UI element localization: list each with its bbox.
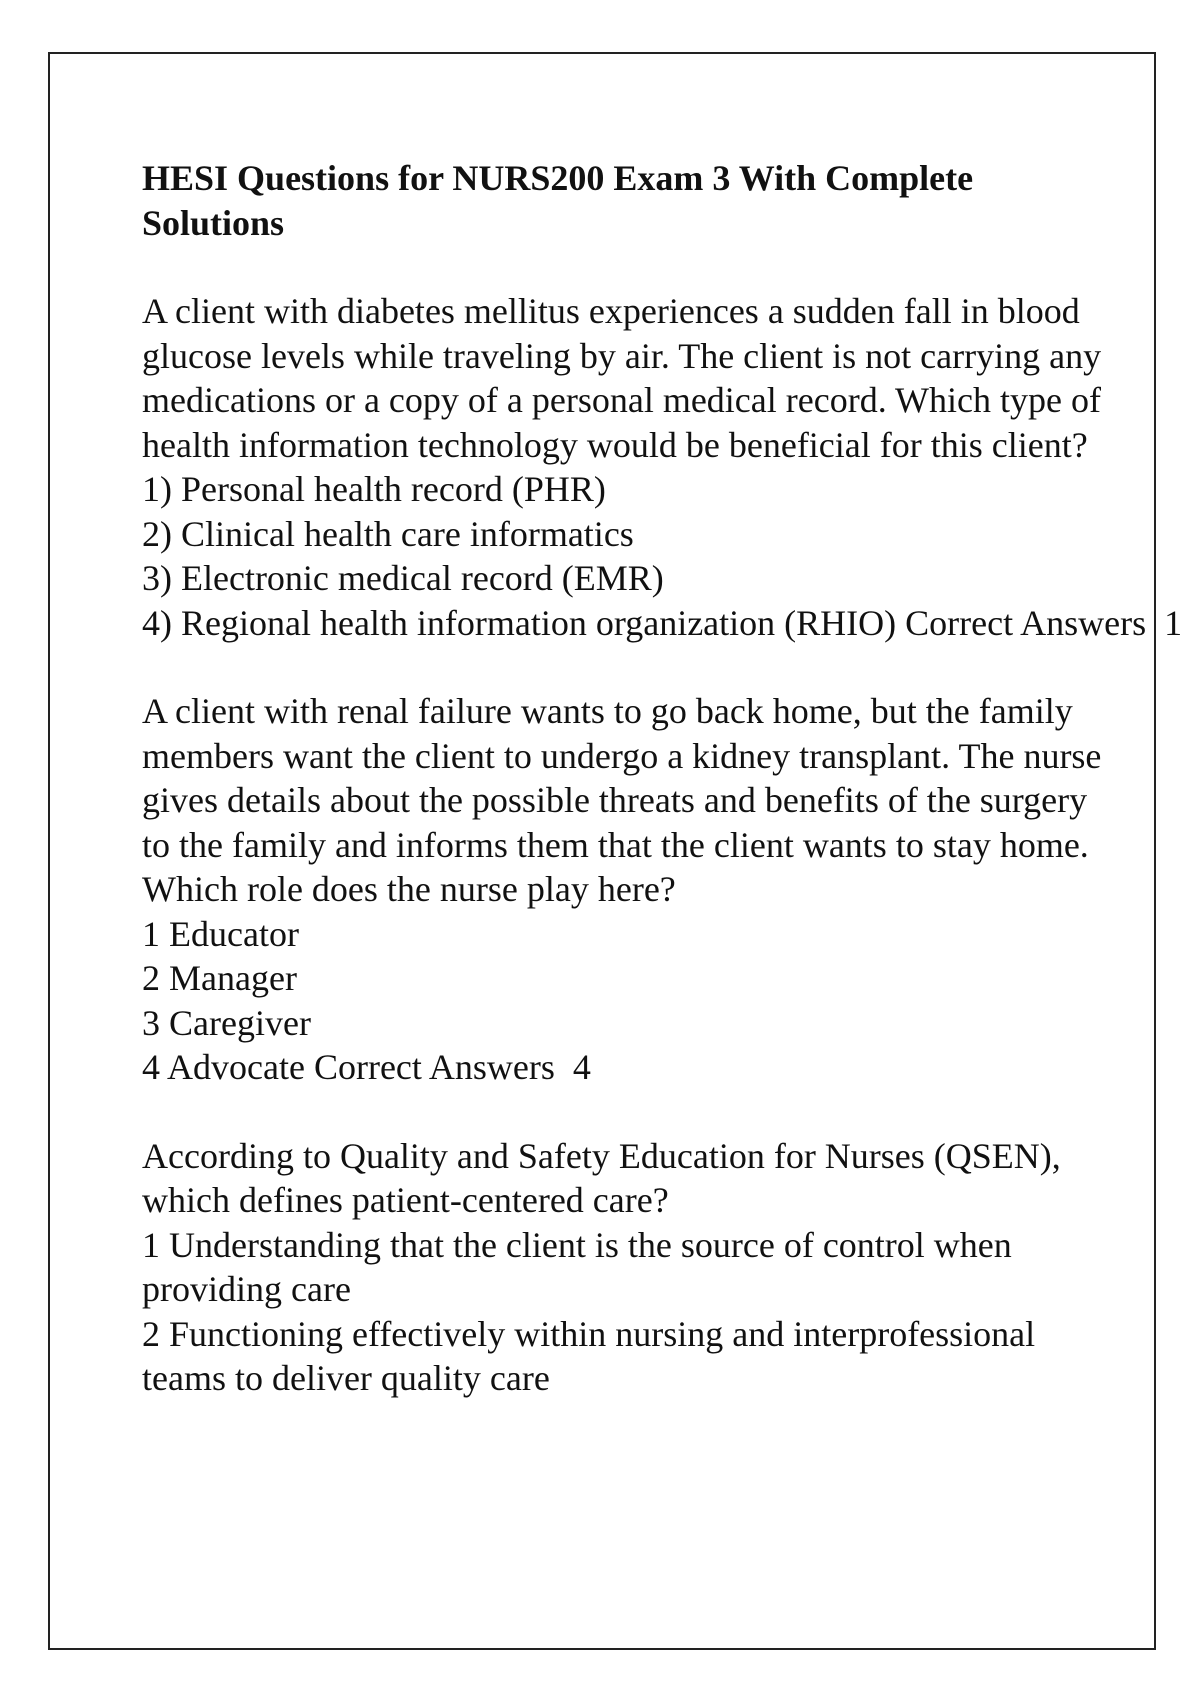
question-3 [142,1134,1102,1401]
answer-option-text: 4 Advocate Correct Answers 4 [142,1047,591,1087]
question-text: A client with renal failure wants to go back home, but the family members want the client to undergo a kidney transplant. The nurse gives details about the possible threats and benefits of the surgery to the family and informs them that the client wants to stay home. Which role does the nurse play here? [142,691,1102,909]
answer-option: 2) Clinical health care informatics [142,513,634,554]
answer-option-text: 4) Regional health information organization (RHIO) Correct Answers 1 [142,602,1183,643]
document-body [142,156,1183,1445]
answer-option: 1 Understanding that the client is the source of control when providing care [142,1224,1012,1309]
answer-option-with-correct-answer [142,601,1183,646]
answer-option-with-correct-answer [142,1045,1102,1090]
question-2 [142,689,1102,1090]
answer-option: 1 Educator [142,913,299,954]
answer-option: 1) Personal health record (PHR) [142,469,606,509]
answer-option: 3) Electronic medical record (EMR) [142,558,664,598]
answer-option: 3 Caregiver [142,1002,311,1043]
answer-option: 2 Functioning effectively within nursing and interprofessional teams to deliver quality care [142,1313,1036,1398]
question-text: According to Quality and Safety Education for Nurses (QSEN), which defines patient-centered care? [142,1135,1061,1220]
question-text: A client with diabetes mellitus experiences a sudden fall in blood glucose levels while traveling by air. The client is not carrying any medications or a copy of a personal medical record. Which type of health information technology would be beneficial for this client? [142,291,1102,465]
document-title: HESI Questions for NURS200 Exam 3 With Complete Solutions [142,158,974,243]
question-1 [142,289,1183,645]
answer-option: 2 Manager [142,958,297,998]
